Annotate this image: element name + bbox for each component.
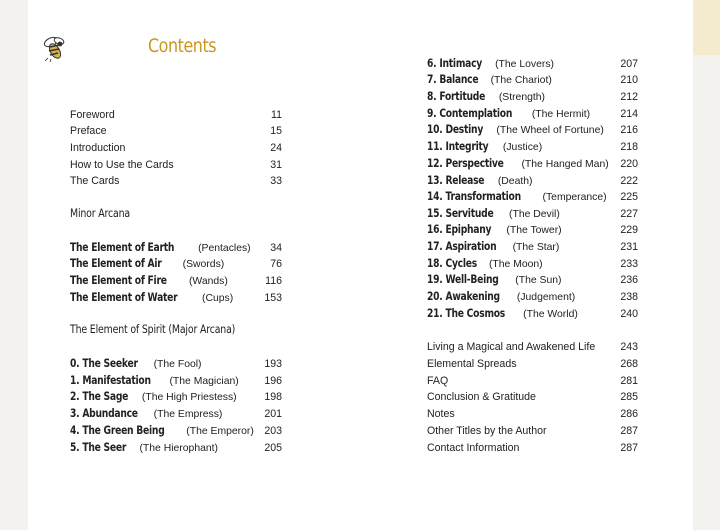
- toc-entry-title: 10. Destiny: [427, 123, 484, 136]
- toc-entry-subtitle: (The High Priestess): [141, 392, 237, 403]
- toc-entry[interactable]: [427, 106, 638, 122]
- toc-entry-page: 287: [620, 425, 638, 437]
- toc-entry[interactable]: [427, 239, 638, 255]
- toc-entry[interactable]: [70, 107, 282, 123]
- toc-entry-title: 0. The Seeker: [70, 357, 138, 370]
- toc-entry-title: 18. Cycles: [427, 257, 477, 270]
- toc-entry-page: 205: [264, 442, 282, 454]
- toc-entry[interactable]: [70, 423, 282, 439]
- toc-entry-page: 210: [620, 74, 638, 86]
- toc-entry-title: 13. Release: [427, 174, 485, 187]
- toc-entry[interactable]: [427, 256, 638, 272]
- toc-entry-label: Foreword: [70, 109, 115, 121]
- toc-entry-page: 216: [620, 124, 638, 136]
- toc-entry[interactable]: [427, 189, 638, 205]
- toc-entry-label: FAQ: [427, 375, 449, 387]
- toc-entry-page: 225: [620, 191, 638, 203]
- corner-band: [693, 0, 720, 55]
- toc-entry-label: How to Use the Cards: [70, 159, 174, 171]
- toc-entry-title: 2. The Sage: [70, 390, 129, 403]
- toc-entry[interactable]: [427, 56, 638, 72]
- toc-entry[interactable]: [427, 173, 638, 189]
- spirit-heading: The Element of Spirit (Major Arcana): [70, 323, 236, 336]
- toc-entry-page: 268: [620, 358, 638, 370]
- toc-entry-label: Notes: [427, 408, 455, 420]
- toc-entry-title: 3. Abundance: [70, 407, 138, 420]
- toc-entry-page: 116: [265, 275, 282, 287]
- toc-entry-title: 5. The Seer: [70, 441, 127, 454]
- toc-entry-title: 9. Contemplation: [427, 107, 513, 120]
- toc-entry-title: 17. Aspiration: [427, 240, 497, 253]
- toc-entry[interactable]: [427, 139, 638, 155]
- toc-entry-label: Introduction: [70, 142, 126, 154]
- toc-entry-subtitle: (The Tower): [506, 225, 562, 236]
- toc-entry[interactable]: [70, 256, 282, 272]
- toc-entry-subtitle: (The Hanged Man): [521, 159, 609, 170]
- toc-entry-page: 196: [264, 375, 282, 387]
- toc-entry[interactable]: [70, 406, 282, 422]
- toc-entry-subtitle: (Death): [497, 176, 533, 187]
- toc-entry[interactable]: [70, 440, 282, 456]
- toc-entry-title: 11. Integrity: [427, 140, 489, 153]
- toc-entry-page: 233: [620, 258, 638, 270]
- toc-entry-title: 16. Epiphany: [427, 223, 492, 236]
- toc-entry-page: 201: [264, 408, 282, 420]
- toc-entry-page: 227: [620, 208, 638, 220]
- toc-entry-page: 34: [270, 242, 282, 254]
- toc-entry[interactable]: [427, 289, 638, 305]
- toc-entry-subtitle: (The Sun): [515, 275, 562, 286]
- toc-entry-title: 7. Balance: [427, 73, 479, 86]
- toc-entry-title: The Element of Air: [70, 257, 162, 270]
- toc-entry[interactable]: [427, 272, 638, 288]
- toc-entry-title: 19. Well-Being: [427, 273, 499, 286]
- toc-entry[interactable]: [427, 339, 638, 355]
- toc-entry[interactable]: [427, 89, 638, 105]
- toc-entry-label: Other Titles by the Author: [427, 425, 547, 437]
- toc-entry-label: Preface: [70, 125, 107, 137]
- toc-entry-subtitle: (The Devil): [509, 209, 560, 220]
- toc-entry-page: 207: [620, 58, 638, 70]
- toc-entry[interactable]: [427, 373, 638, 389]
- toc-entry-page: 15: [270, 125, 282, 137]
- toc-entry-page: 198: [264, 391, 282, 403]
- toc-entry-subtitle: (The Star): [512, 242, 560, 253]
- toc-entry[interactable]: [70, 173, 282, 189]
- toc-entry[interactable]: [70, 389, 282, 405]
- bee-icon: [42, 34, 68, 62]
- toc-entry-page: 76: [270, 258, 282, 270]
- toc-entry-title: 12. Perspective: [427, 157, 504, 170]
- toc-entry[interactable]: [70, 356, 282, 372]
- toc-entry-title: 1. Manifestation: [70, 374, 151, 387]
- toc-entry-label: Elemental Spreads: [427, 358, 517, 370]
- toc-entry-subtitle: (Temperance): [542, 192, 607, 203]
- toc-entry-page: 31: [270, 159, 282, 171]
- toc-entry-page: 286: [620, 408, 638, 420]
- toc-entry-page: 231: [620, 241, 638, 253]
- toc-entry-page: 236: [620, 274, 638, 286]
- toc-entry-title: 21. The Cosmos: [427, 307, 506, 320]
- toc-entry-subtitle: (Cups): [202, 293, 234, 304]
- toc-entry-title: 14. Transformation: [427, 190, 521, 203]
- section-heading: [70, 322, 282, 338]
- toc-entry-page: 214: [620, 108, 638, 120]
- toc-entry-label: The Cards: [70, 175, 120, 187]
- toc-entry-title: 8. Fortitude: [427, 90, 486, 103]
- toc-entry-page: 281: [620, 375, 638, 387]
- toc-entry[interactable]: [70, 373, 282, 389]
- toc-entry-title: 15. Servitude: [427, 207, 494, 220]
- toc-entry-page: 218: [620, 141, 638, 153]
- toc-entry-page: 33: [270, 175, 282, 187]
- toc-entry-title: 20. Awakening: [427, 290, 500, 303]
- toc-entry-subtitle: (The Magician): [169, 376, 239, 387]
- toc-entry-subtitle: (The Empress): [153, 409, 223, 420]
- toc-entry-label: Living a Magical and Awakened Life: [427, 341, 596, 353]
- toc-entry-subtitle: (The Chariot): [490, 75, 552, 86]
- toc-entry[interactable]: [70, 290, 282, 306]
- toc-entry-page: 240: [620, 308, 638, 320]
- toc-entry-subtitle: (Strength): [498, 92, 546, 103]
- toc-entry[interactable]: [427, 72, 638, 88]
- toc-entry[interactable]: [427, 423, 638, 439]
- toc-entry-subtitle: (Pentacles): [198, 243, 251, 254]
- toc-entry[interactable]: [427, 440, 638, 456]
- toc-entry-title: 4. The Green Being: [70, 424, 165, 437]
- toc-entry-subtitle: (The Hierophant): [139, 443, 219, 454]
- toc-entry-page: 287: [620, 442, 638, 454]
- toc-entry-subtitle: (The Lovers): [495, 59, 554, 70]
- toc-entry[interactable]: [427, 306, 638, 322]
- toc-entry-subtitle: (The Wheel of Fortune): [496, 125, 604, 136]
- toc-entry[interactable]: [70, 123, 282, 139]
- toc-entry[interactable]: [70, 273, 282, 289]
- toc-entry[interactable]: [427, 389, 638, 405]
- section-heading: [70, 206, 282, 222]
- toc-entry[interactable]: [70, 240, 282, 256]
- toc-entry-page: 153: [264, 292, 282, 304]
- toc-entry-subtitle: (The Moon): [488, 259, 543, 270]
- toc-entry[interactable]: [427, 206, 638, 222]
- toc-entry-subtitle: (Swords): [182, 259, 225, 270]
- toc-entry-title: The Element of Fire: [70, 274, 167, 287]
- toc-entry[interactable]: [70, 157, 282, 173]
- toc-entry[interactable]: [427, 156, 638, 172]
- toc-entry-page: 222: [620, 175, 638, 187]
- toc-entry-subtitle: (The Hermit): [531, 109, 591, 120]
- toc-entry-page: 203: [264, 425, 282, 437]
- minor-arcana-heading: Minor Arcana: [70, 207, 130, 220]
- toc-entry-subtitle: (The Fool): [153, 359, 202, 370]
- toc-entry-label: Contact Information: [427, 442, 520, 454]
- toc-entry-page: 285: [620, 391, 638, 403]
- toc-entry[interactable]: [427, 222, 638, 238]
- toc-entry-subtitle: (Justice): [502, 142, 543, 153]
- toc-entry[interactable]: [70, 140, 282, 156]
- toc-entry-subtitle: (The Emperor): [186, 426, 254, 437]
- toc-entry-title: 6. Intimacy: [427, 57, 483, 70]
- toc-entry[interactable]: [427, 356, 638, 372]
- toc-entry-title: The Element of Water: [70, 291, 178, 304]
- toc-entry-page: 193: [264, 358, 282, 370]
- toc-entry-page: 243: [620, 341, 638, 353]
- toc-entry[interactable]: [427, 406, 638, 422]
- toc-entry-page: 229: [620, 224, 638, 236]
- toc-entry-subtitle: (The World): [523, 309, 578, 320]
- toc-entry-page: 220: [620, 158, 638, 170]
- toc-entry-title: The Element of Earth: [70, 241, 175, 254]
- page-title: Contents: [148, 36, 217, 57]
- toc-entry-label: Conclusion & Gratitude: [427, 391, 536, 403]
- toc-entry-page: 212: [620, 91, 638, 103]
- toc-entry-subtitle: (Judgement): [516, 292, 576, 303]
- toc-entry-page: 11: [271, 109, 282, 121]
- toc-entry-page: 238: [620, 291, 638, 303]
- toc-entry-page: 24: [270, 142, 282, 154]
- toc-entry-subtitle: (Wands): [188, 276, 228, 287]
- toc-entry[interactable]: [427, 122, 638, 138]
